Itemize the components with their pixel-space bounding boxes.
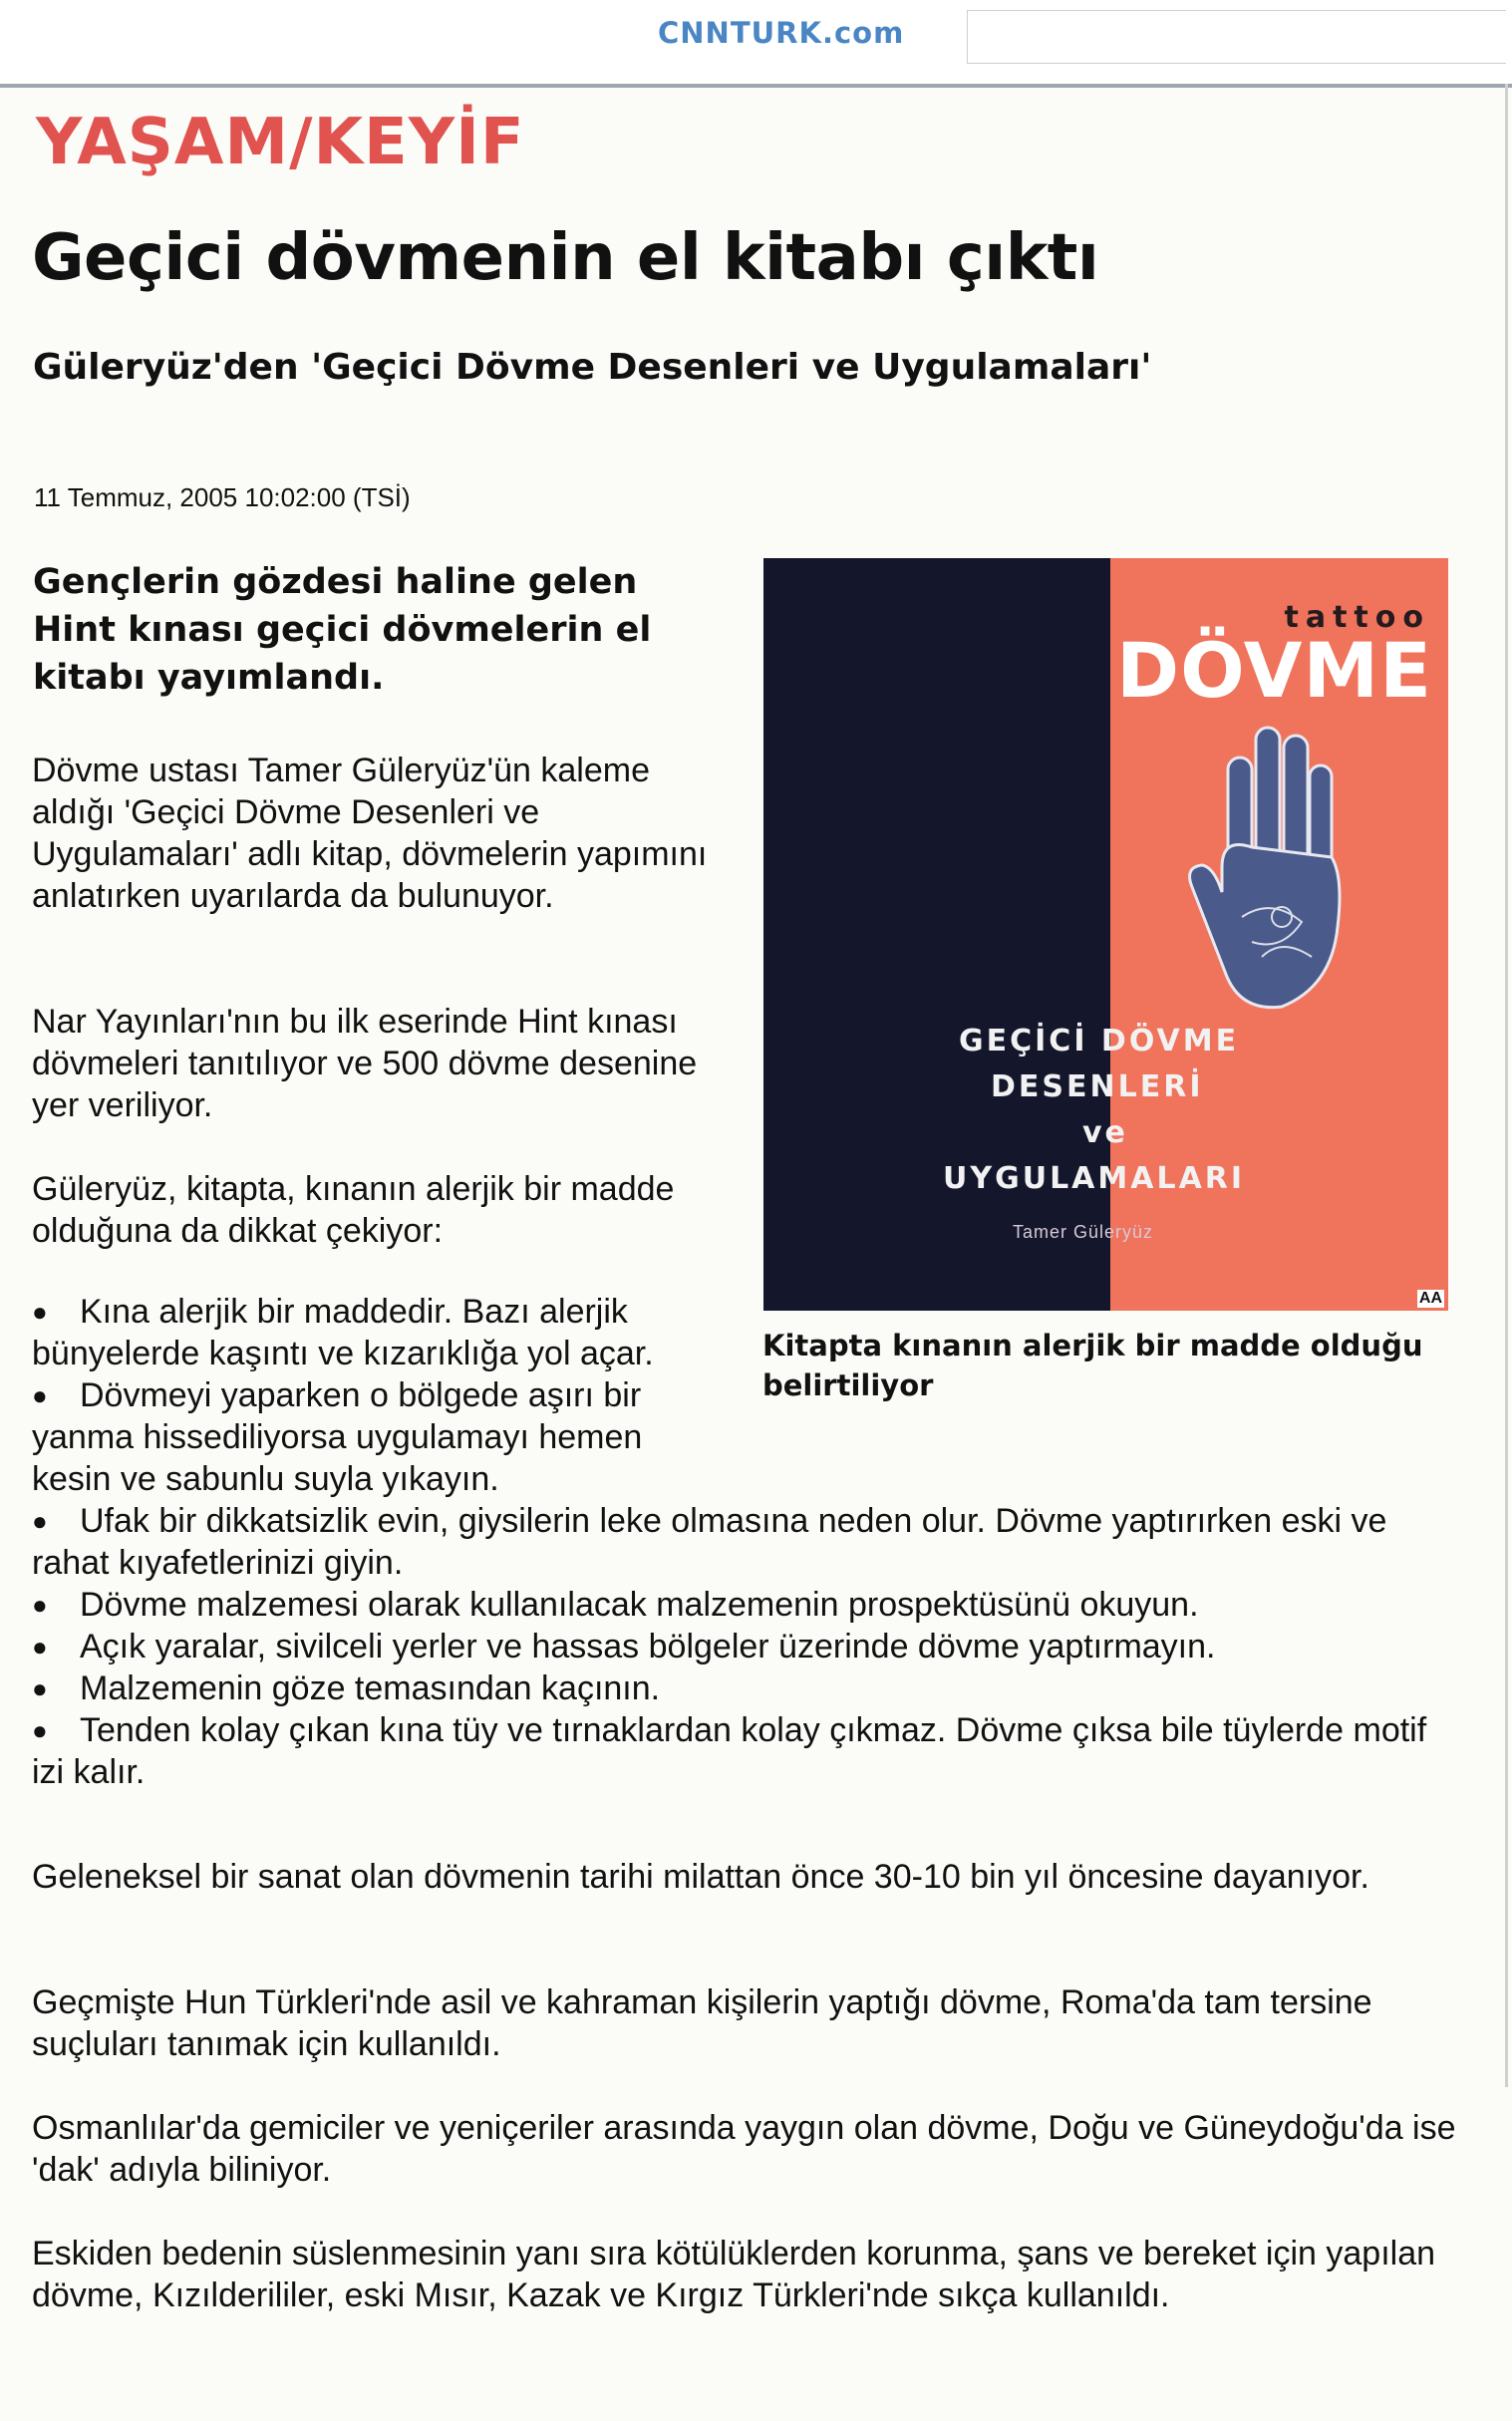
section-label: YAŞAM/KEYİF (36, 106, 525, 179)
bullet-icon: ● (32, 1632, 48, 1662)
article-lead: Gençlerin gözdesi haline gelen Hint kınası geçici dövmelerin el kitabı yayımlandı. (33, 562, 652, 698)
bullet-icon: ● (32, 1673, 48, 1703)
header-search-box (967, 10, 1506, 64)
list-item: ● Açık yaralar, sivilceli yerler ve hassas bölgeler üzerinde dövme yaptırmayın. (32, 1628, 1216, 1665)
article-title: Geçici dövmenin el kitabı çıktı (32, 221, 1099, 295)
site-header (0, 0, 1512, 84)
book-cover-image: tattoo DÖVME GEÇİCİ DÖVME DESENLERİ ve UYGULAMALARI Tamer Güleryüz AA (763, 558, 1448, 1311)
header-divider (0, 84, 1512, 88)
cover-author: Tamer Güleryüz (1013, 1222, 1154, 1242)
right-border (1505, 84, 1508, 2087)
list-item: ● Kına alerjik bir maddedir. Bazı alerjik bünyelerde kaşıntı ve kızarıklığa yol açar. (32, 1293, 654, 1372)
list-item: ● Tenden kolay çıkan kına tüy ve tırnaklardan kolay çıkmaz. Dövme çıksa bile tüylerde motif izi kalır. (32, 1711, 1427, 1791)
article-date: 11 Temmuz, 2005 10:02:00 (TSİ) (34, 482, 411, 512)
paragraph-5: Geçmişte Hun Türkleri'nde asil ve kahraman kişilerin yaptığı dövme, Roma'da tam tersine suçluları tanımak için kullanıldı. (32, 1983, 1372, 2063)
bullet-icon: ● (32, 1506, 48, 1536)
bullet-icon: ● (32, 1590, 48, 1620)
bullet-icon: ● (32, 1297, 48, 1327)
photo-credit: AA (1418, 1290, 1442, 1307)
list-item: ● Malzemenin göze temasından kaçının. (32, 1669, 661, 1707)
article-subtitle: Güleryüz'den 'Geçici Dövme Desenleri ve Uygulamaları' (33, 347, 1152, 388)
paragraph-6: Osmanlılar'da gemiciler ve yeniçeriler arasında yaygın olan dövme, Doğu ve Güneydoğu'da ise 'dak' adıyla biliniyor. (32, 2109, 1456, 2189)
image-caption: Kitapta kınanın alerjik bir madde olduğu belirtiliyor (762, 1329, 1423, 1402)
henna-hand-icon (1182, 718, 1361, 1017)
paragraph-4: Geleneksel bir sanat olan dövmenin tarihi milattan önce 30-10 bin yıl öncesine dayanıyor. (32, 1858, 1369, 1896)
bullet-icon: ● (32, 1715, 48, 1745)
paragraph-3: Güleryüz, kitapta, kınanın alerjik bir madde olduğuna da dikkat çekiyor: (32, 1170, 675, 1250)
bullet-icon: ● (32, 1380, 48, 1410)
list-item: ● Dövmeyi yaparken o bölgede aşırı bir yanma hissediliyorsa uygulamayı hemen kesin ve sabunlu suyla yıkayın. (32, 1376, 643, 1498)
list-item: ● Dövme malzemesi olarak kullanılacak malzemenin prospektüsünü okuyun. (32, 1586, 1199, 1624)
site-name[interactable]: CNNTURK.com (658, 16, 905, 50)
cover-kicker: tattoo (1284, 600, 1430, 635)
paragraph-7: Eskiden bedenin süslenmesinin yanı sıra kötülüklerden korunma, şans ve bereket için yapılan dövme, Kızılderililer, eski Mısır, Kazak ve Kırgız Türkleri'nde sıkça kullanıldı. (32, 2235, 1436, 2314)
paragraph-2: Nar Yayınları'nın bu ilk eserinde Hint kınası dövmeleri tanıtılıyor ve 500 dövme desenine yer veriliyor. (32, 1003, 698, 1124)
list-item: ● Ufak bir dikkatsizlik evin, giysilerin leke olmasına neden olur. Dövme yaptırırken eski ve rahat kıyafetlerinizi giyin. (32, 1502, 1387, 1582)
paragraph-1: Dövme ustası Tamer Güleryüz'ün kaleme aldığı 'Geçici Dövme Desenleri ve Uygulamaları' adlı kitap, dövmelerin yapımını anlatırken uyarılarda da bulunuyor. (32, 752, 708, 915)
cover-brand: DÖVME (1115, 626, 1432, 715)
